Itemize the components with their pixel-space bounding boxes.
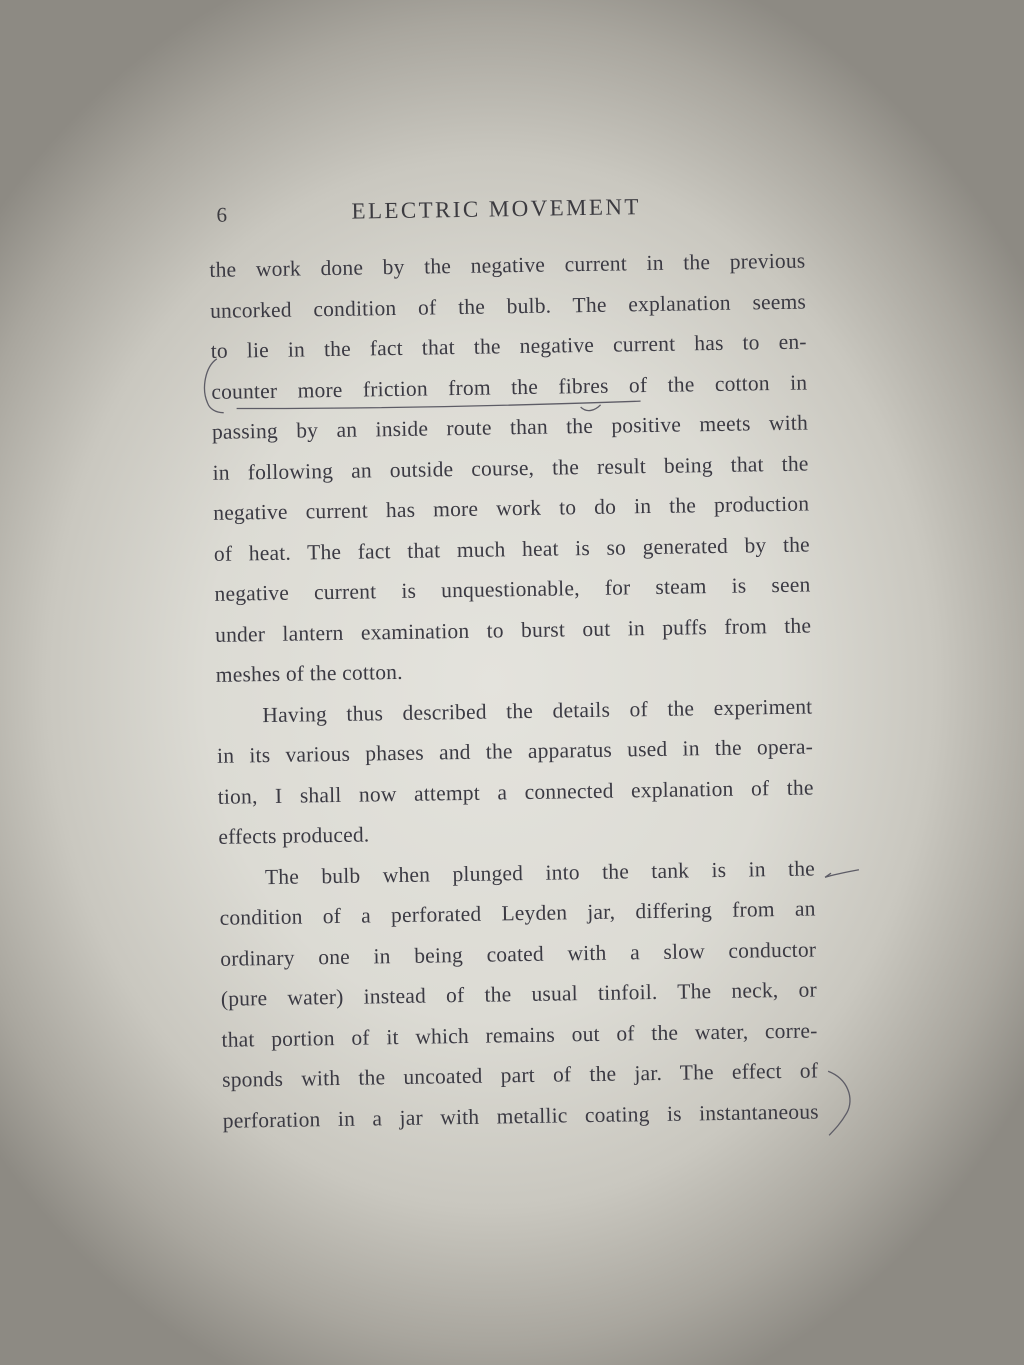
text-line: effects produced. [218,822,370,849]
text-line: passing by an inside route than the positive meets with [211,410,809,444]
pencil-brace-mark [824,1065,865,1146]
paragraph-2 [216,686,814,857]
text-line: Having thus described the details of the experiment [262,693,813,727]
text-line: in following an outside course, the result being that the [212,451,809,485]
text-line: the work done by the negative current in the previous [209,248,806,282]
text-line: perforation in a jar with metallic coating is instantaneous [222,1098,819,1133]
page-number: 6 [216,202,228,227]
text-line: of heat. The fact that much heat is so generated by the [213,532,811,566]
paragraph-1 [209,241,812,696]
book-page [50,13,1001,1357]
text-line: to lie in the fact that the negative current has to en- [210,329,807,363]
text-line: ordinary one in being coated with a slow conductor [220,936,817,971]
text-line: under lantern examination to burst out in puffs from the [214,613,812,647]
text-line: The bulb when plunged into the tank is in the [264,855,816,889]
text-line: tion, I shall now attempt a connected explanation of the [217,774,814,809]
text-line: sponds with the uncoated part of the jar. The effect of [221,1058,819,1092]
paragraph-3 [219,848,819,1141]
text-line: counter more friction from the fibres of the cotton in [211,370,808,404]
text-line: in its various phases and the apparatus used in the opera- [216,734,814,768]
text-line: (pure water) instead of the usual tinfoil. The neck, or [220,977,818,1011]
text-line: that portion of it which remains out of the water, corre- [221,1017,818,1052]
pencil-arrow-mark [823,865,863,886]
pencil-bracket-mark [195,355,226,425]
text-line: negative current has more work to do in the production [213,491,810,525]
text-line: negative current is unquestionable, for steam is seen [214,572,811,606]
text-line: meshes of the cotton. [215,659,403,687]
body-text [209,241,819,1141]
text-line: condition of a perforated Leyden jar, differing from an [219,896,816,930]
text-line: uncorked condition of the bulb. The explanation seems [209,289,807,323]
running-title: ELECTRIC MOVEMENT [351,194,642,224]
running-head [216,195,697,243]
